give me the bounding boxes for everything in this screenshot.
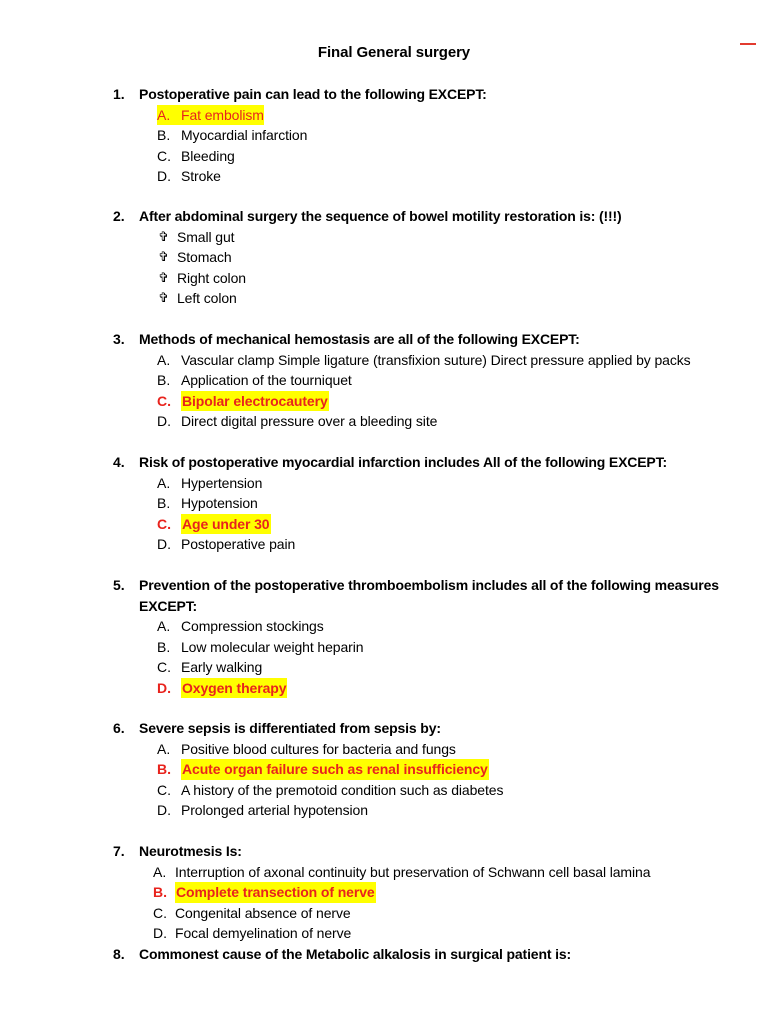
option-letter: A. [157, 474, 171, 491]
question-number: 8. [113, 946, 125, 962]
cross-bullet-icon: ✞ [158, 228, 169, 244]
option-letter: D. [157, 413, 171, 429]
question-3 [113, 329, 753, 432]
option-letter: B. [157, 495, 171, 511]
question-text: Commonest cause of the Metabolic alkalosis in surgical patient is: [139, 946, 571, 962]
option-d [113, 411, 753, 432]
question-text: After abdominal surgery the sequence of bowel motility restoration is: (!!!) [139, 208, 622, 224]
option-letter: B. [153, 884, 167, 900]
option-letter: D. [153, 925, 167, 941]
option-text: Direct digital pressure over a bleeding site [181, 413, 438, 429]
option-d [113, 923, 753, 944]
question-number: 2. [113, 208, 125, 224]
option-letter: C. [157, 659, 171, 675]
option-letter: B. [157, 638, 171, 655]
question-number: 5. [113, 577, 125, 593]
option-c [113, 146, 753, 167]
option-text: Fat embolism [181, 105, 264, 126]
option-text: Low molecular weight heparin [181, 638, 364, 655]
option-text: Left colon [177, 290, 237, 306]
option-text: Vascular clamp Simple ligature (transfixion suture) Direct pressure applied by packs [181, 351, 691, 368]
option-c [113, 780, 753, 801]
option-letter: B. [157, 372, 171, 388]
option-letter: A. [157, 618, 171, 634]
option-text: Prolonged arterial hypotension [181, 802, 368, 818]
option-letter: B. [157, 761, 171, 777]
question-8 [113, 944, 753, 965]
option-text: Application of the tourniquet [181, 372, 352, 388]
question-text: Severe sepsis is differentiated from sepsis by: [139, 720, 441, 736]
question-text: Neurotmesis Is: [139, 843, 242, 859]
option-b [113, 637, 753, 658]
option-letter: C. [157, 515, 171, 532]
page-title: Final General surgery [317, 44, 471, 61]
option-b-answer [113, 759, 753, 780]
option-text: A history of the premotoid condition such as diabetes [181, 781, 504, 798]
option-letter: A. [157, 351, 171, 368]
option-letter: D. [157, 168, 171, 184]
bullet-item [113, 288, 753, 309]
question-text: Risk of postoperative myocardial infarction includes All of the following EXCEPT: [139, 454, 667, 470]
option-text: Complete transection of nerve [175, 882, 376, 903]
option-a [113, 350, 753, 371]
option-letter: C. [157, 392, 171, 409]
option-text: Acute organ failure such as renal insufficiency [181, 759, 489, 780]
option-letter: D. [157, 802, 171, 818]
option-letter: B. [157, 127, 171, 143]
option-letter: D. [157, 536, 171, 552]
option-d [113, 800, 753, 821]
option-text: Right colon [177, 269, 246, 286]
option-text: Early walking [181, 659, 263, 675]
option-a-answer [113, 105, 753, 126]
option-c-answer [113, 391, 753, 412]
option-c [113, 657, 753, 678]
option-text: Stroke [181, 168, 221, 184]
option-text: Focal demyelination of nerve [175, 925, 352, 941]
option-text: Postoperative pain [181, 536, 296, 552]
option-text: Congenital absence of nerve [175, 904, 351, 921]
bullet-item [113, 227, 753, 248]
option-letter: C. [157, 781, 171, 798]
question-text: Postoperative pain can lead to the following EXCEPT: [139, 86, 487, 102]
option-text: Bipolar electrocautery [181, 391, 329, 412]
question-1 [113, 84, 753, 187]
question-number: 4. [113, 454, 125, 470]
question-number: 7. [113, 843, 125, 859]
option-a [113, 473, 753, 494]
option-a [113, 616, 753, 637]
option-letter: D. [157, 679, 171, 696]
bullet-item [113, 268, 753, 289]
option-b [113, 370, 753, 391]
option-b [113, 125, 753, 146]
option-b [113, 493, 753, 514]
option-text: Small gut [177, 228, 235, 245]
option-a [113, 739, 753, 760]
option-b-answer [113, 882, 753, 903]
option-letter: C. [157, 147, 171, 164]
question-6 [113, 718, 753, 821]
question-5 [113, 575, 753, 698]
option-text: Hypotension [181, 495, 258, 511]
option-letter: C. [153, 904, 167, 921]
question-7 [113, 841, 753, 944]
option-a [113, 862, 753, 883]
option-letter: A. [157, 740, 171, 757]
option-d-answer [113, 678, 753, 699]
question-text: Prevention of the postoperative thromboembolism includes all of the following measures EXCEPT: [139, 577, 719, 614]
cross-bullet-icon: ✞ [158, 269, 169, 285]
question-number: 1. [113, 86, 125, 102]
question-number: 3. [113, 331, 125, 347]
cross-bullet-icon: ✞ [158, 290, 169, 305]
question-4 [113, 452, 753, 555]
option-letter: A. [157, 106, 171, 123]
question-text: Methods of mechanical hemostasis are all of the following EXCEPT: [139, 331, 580, 347]
option-d [113, 166, 753, 187]
question-2 [113, 206, 753, 309]
option-text: Age under 30 [181, 514, 271, 535]
option-text: Hypertension [181, 474, 263, 491]
bullet-item [113, 247, 753, 268]
option-text: Interruption of axonal continuity but preservation of Schwann cell basal lamina [175, 863, 651, 880]
cross-bullet-icon: ✞ [158, 249, 169, 264]
question-number: 6. [113, 720, 125, 736]
option-text: Positive blood cultures for bacteria and fungs [181, 740, 456, 757]
option-c [113, 903, 753, 924]
option-text: Compression stockings [181, 618, 324, 634]
option-d [113, 534, 753, 555]
option-text: Bleeding [181, 147, 235, 164]
option-text: Stomach [177, 249, 232, 265]
option-letter: A. [153, 863, 167, 880]
option-c-answer [113, 514, 753, 535]
option-text: Myocardial infarction [181, 127, 308, 143]
option-text: Oxygen therapy [181, 678, 287, 699]
